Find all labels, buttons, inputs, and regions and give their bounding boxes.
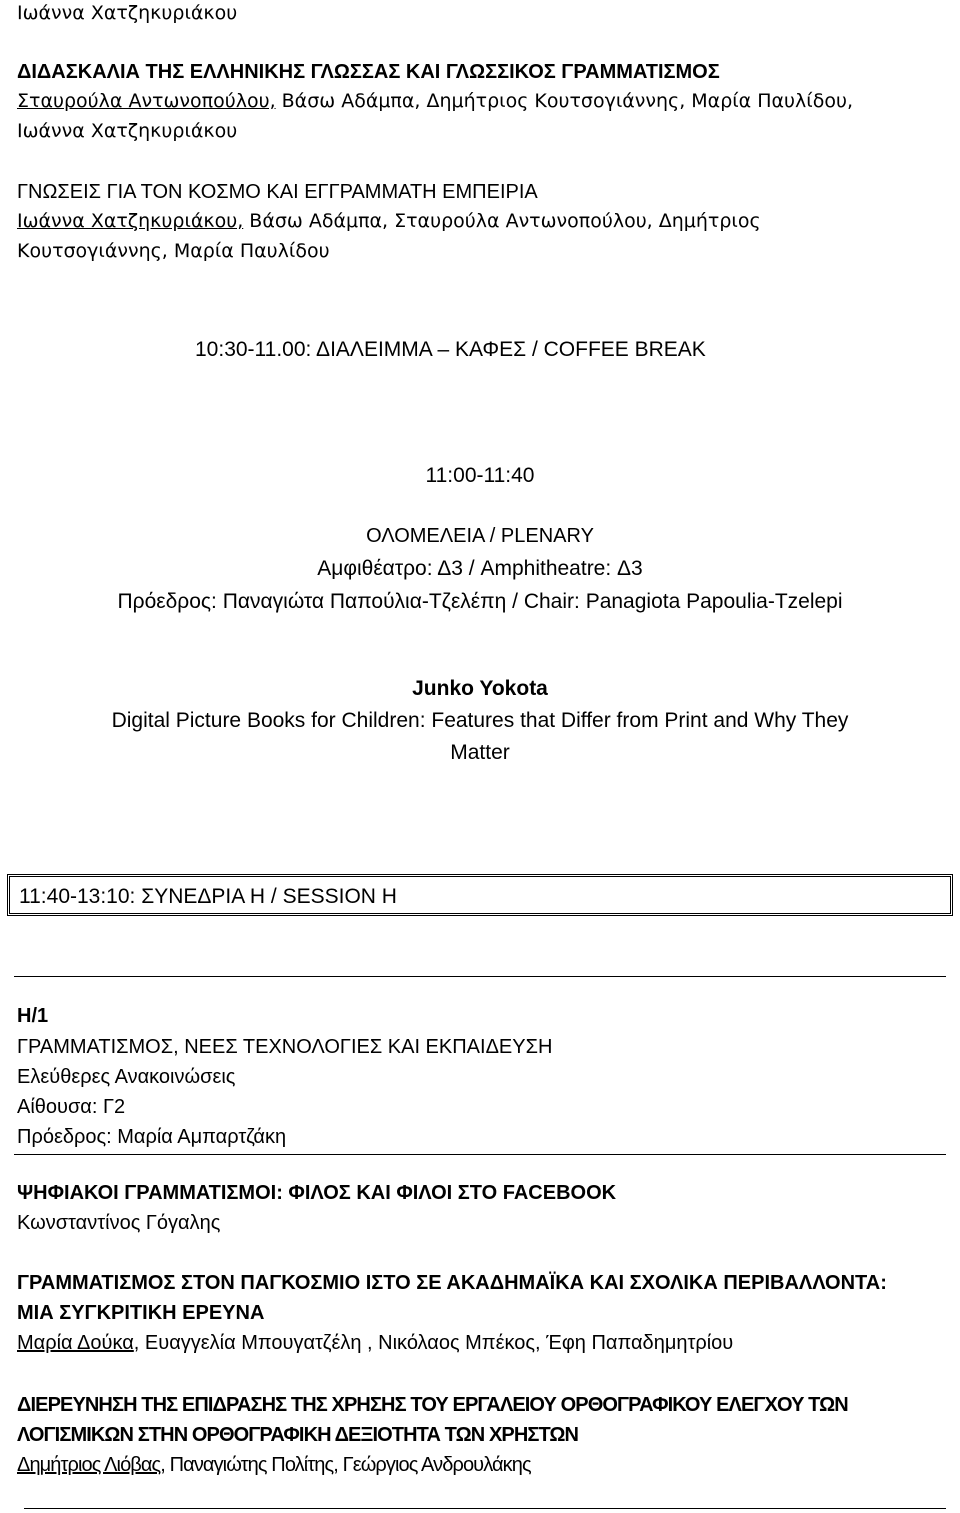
paper-author: Κωνσταντίνος Γόγαλης <box>17 1212 221 1234</box>
coauthors: Βάσω Αδάμπα, Δημήτριος Κουτσογιάννης, Μαρία Παυλίδου, <box>275 90 854 112</box>
paper-title: ΨΗΦΙΑΚΟΙ ΓΡΑΜΜΑΤΙΣΜΟΙ: ΦΙΛΟΣ ΚΑΙ ΦΙΛΟΙ ΣΤΟ FACEBOOK <box>17 1182 617 1204</box>
coauthors: Παναγιώτης Πολίτης, Γεώργιος Ανδρουλάκης <box>164 1454 531 1476</box>
plenary-time: 11:00-11:40 <box>425 464 535 487</box>
section-title: ΓΝΩΣΕΙΣ ΓΙΑ ΤΟΝ ΚΟΣΜΟ ΚΑΙ ΕΓΓΡΑΜΜΑΤΗ ΕΜΠΕΙΡΙΑ <box>17 181 538 203</box>
session-heading-box <box>7 874 953 916</box>
session-code: Η/1 <box>17 1005 49 1027</box>
presenter-name: Ιωάννα Χατζηκυριάκου, <box>17 210 244 232</box>
divider <box>14 976 946 977</box>
paper-title: ΓΡΑΜΜΑΤΙΣΜΟΣ ΣΤΟΝ ΠΑΓΚΟΣΜΙΟ ΙΣΤΟ ΣΕ ΑΚΑΔΗΜΑΪΚΑ ΚΑΙ ΣΧΟΛΙΚΑ ΠΕΡΙΒΑΛΛΟΝΤΑ: <box>17 1272 887 1294</box>
paper-authors <box>17 1454 531 1477</box>
paper-title-continued: ΛΟΓΙΣΜΙΚΩΝ ΣΤΗΝ ΟΡΘΟΓΡΑΦΙΚΗ ΔΕΞΙΟΤΗΤΑ ΤΩΝ ΧΡΗΣΤΩΝ <box>17 1424 579 1446</box>
plenary-title: ΟΛΟΜΕΛΕΙΑ / PLENARY <box>366 525 594 547</box>
plenary-talk-title-continued: Matter <box>450 741 510 764</box>
session-room: Αίθουσα: Γ2 <box>17 1096 126 1118</box>
authors-line <box>17 90 853 112</box>
plenary-speaker: Junko Yokota <box>412 677 548 700</box>
authors-line-continued: Κουτσογιάννης, Μαρία Παυλίδου <box>17 240 330 262</box>
coauthors: Βάσω Αδάμπα, Σταυρούλα Αντωνοπούλου, Δημήτριος <box>243 210 761 232</box>
section-title: ΔΙΔΑΣΚΑΛΙΑ ΤΗΣ ΕΛΛΗΝΙΚΗΣ ΓΛΩΣΣΑΣ ΚΑΙ ΓΛΩΣΣΙΚΟΣ ΓΡΑΜΜΑΤΙΣΜΟΣ <box>17 61 720 83</box>
coauthors: , Ευαγγελία Μπουγατζέλη , Νικόλαος Μπέκος, Έφη Παπαδημητρίου <box>133 1332 734 1354</box>
presenter-name: Σταυρούλα Αντωνοπούλου, <box>17 90 276 112</box>
divider <box>24 1508 946 1509</box>
paper-authors <box>17 1332 733 1355</box>
session-heading: 11:40-13:10: ΣΥΝΕΔΡΙΑ Η / SESSION H <box>19 885 397 908</box>
authors-line-continued: Ιωάννα Χατζηκυριάκου <box>17 120 238 142</box>
session-theme: ΓΡΑΜΜΑΤΙΣΜΟΣ, ΝΕΕΣ ΤΕΧΝΟΛΟΓΙΕΣ ΚΑΙ ΕΚΠΑΙΔΕΥΣΗ <box>17 1036 553 1058</box>
presenter-name: Δημήτριος Λιόβας, <box>17 1454 165 1476</box>
presenter-name: Μαρία Δούκα <box>17 1332 134 1354</box>
plenary-talk-title: Digital Picture Books for Children: Features that Differ from Print and Why They <box>111 709 849 732</box>
coffee-break-heading: 10:30-11.00: ΔΙΑΛΕΙΜΜΑ – ΚΑΦΕΣ / COFFEE BREAK <box>195 338 706 361</box>
paper-title: ΔΙΕΡΕΥΝΗΣΗ ΤΗΣ ΕΠΙΔΡΑΣΗΣ ΤΗΣ ΧΡΗΣΗΣ ΤΟΥ ΕΡΓΑΛΕΙΟΥ ΟΡΘΟΓΡΑΦΙΚΟΥ ΕΛΕΓΧΟΥ ΤΩΝ <box>17 1394 848 1416</box>
session-type: Ελεύθερες Ανακοινώσεις <box>17 1066 236 1088</box>
divider <box>14 1154 946 1155</box>
plenary-chair: Πρόεδρος: Παναγιώτα Παπούλια-Τζελέπη / Chair: Panagiota Papoulia-Tzelepi <box>117 590 843 613</box>
plenary-room: Αμφιθέατρο: Δ3 / Amphitheatre: Δ3 <box>317 557 643 580</box>
author-line: Ιωάννα Χατζηκυριάκου <box>17 2 238 24</box>
paper-title-continued: ΜΙΑ ΣΥΓΚΡΙΤΙΚΗ ΕΡΕΥΝΑ <box>17 1302 265 1324</box>
session-chair: Πρόεδρος: Μαρία Αμπαρτζάκη <box>17 1126 287 1148</box>
authors-line <box>17 210 761 232</box>
